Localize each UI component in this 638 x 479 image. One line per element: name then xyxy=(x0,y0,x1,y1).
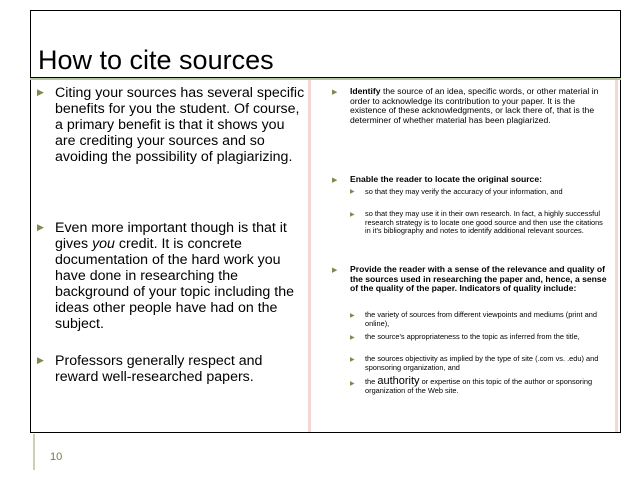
bullet-arrow-icon: ▶ xyxy=(332,177,338,184)
left-bullet-1: Citing your sources has several specific benefits for you the student. Of course, a primary benefit is that it shows you are crediting your sources and so avoiding the possibility of plagiarizing. xyxy=(55,85,305,165)
bullet-arrow-icon: ▶ xyxy=(332,267,338,274)
sub-bullet-arrow-icon: ▶ xyxy=(350,357,355,363)
slide-title: How to cite sources xyxy=(38,45,274,75)
q4-post: or expertise on this topic of the author or sponsoring organization of the Web site. xyxy=(365,377,593,395)
enable-sub-1: so that they may verify the accuracy of your information, and xyxy=(365,187,563,196)
q4-pre: the xyxy=(365,377,378,386)
bullet-arrow-icon: ▶ xyxy=(37,355,44,365)
sub-bullet-arrow-icon: ▶ xyxy=(350,212,355,218)
quality-item-4 xyxy=(365,377,603,395)
left-bullet-2-pre: Even more important though is that it gives xyxy=(55,220,287,252)
enable-sub-2: so that they may use it in their own research. In fact, a highly successful research strategy is to locate one good source and then use the citations in it's bibliography and notes to identify additional relevant sources. xyxy=(365,209,603,236)
bullet-arrow-icon: ▶ xyxy=(37,222,44,232)
right-bullet-identify xyxy=(350,87,608,125)
bullet-arrow-icon: ▶ xyxy=(332,89,338,96)
left-bullet-3: Professors generally respect and reward well-researched papers. xyxy=(55,353,263,385)
q4-authority: authority xyxy=(377,375,420,387)
sub-bullet-arrow-icon: ▶ xyxy=(350,381,355,387)
sub-bullet-arrow-icon: ▶ xyxy=(350,189,355,195)
right-bullet-enable: Enable the reader to locate the original source: xyxy=(350,174,542,184)
quality-item-2: the source's appropriateness to the topic as inferred from the title, xyxy=(365,332,580,341)
quality-item-3: the sources objectivity as implied by the type of site (.com vs. .edu) and sponsoring organization, and xyxy=(365,354,599,372)
quality-item-1: the variety of sources from different viewpoints and mediums (print and online), xyxy=(365,310,597,328)
right-bullet-provide: Provide the reader with a sense of the relevance and quality of the sources used in researching the paper and, hence, a sense of the quality of the paper. Indicators of quality include: xyxy=(350,264,607,294)
page-number: 10 xyxy=(50,451,63,463)
footer-accent-bar xyxy=(33,434,35,470)
left-bullet-2 xyxy=(55,220,307,332)
sub-bullet-arrow-icon: ▶ xyxy=(350,313,355,319)
identify-rest: the source of an idea, specific words, or other material in order to acknowledge its contribution to your paper. It is the existence of these acknowledgments, or lack there of, that is the determiner of whether material has been plagiarized. xyxy=(350,86,599,125)
bullet-arrow-icon: ▶ xyxy=(37,87,44,97)
left-content-panel xyxy=(33,80,311,432)
identify-bold: Identify xyxy=(350,86,381,96)
left-bullet-2-emphasis: you xyxy=(92,236,115,252)
right-content-panel xyxy=(319,80,618,432)
sub-bullet-arrow-icon: ▶ xyxy=(350,335,355,341)
left-bullet-2-post: credit. It is concrete documentation of the hard work you have done in researching the background of your topic including the ideas other people have had on the subject. xyxy=(55,236,294,332)
